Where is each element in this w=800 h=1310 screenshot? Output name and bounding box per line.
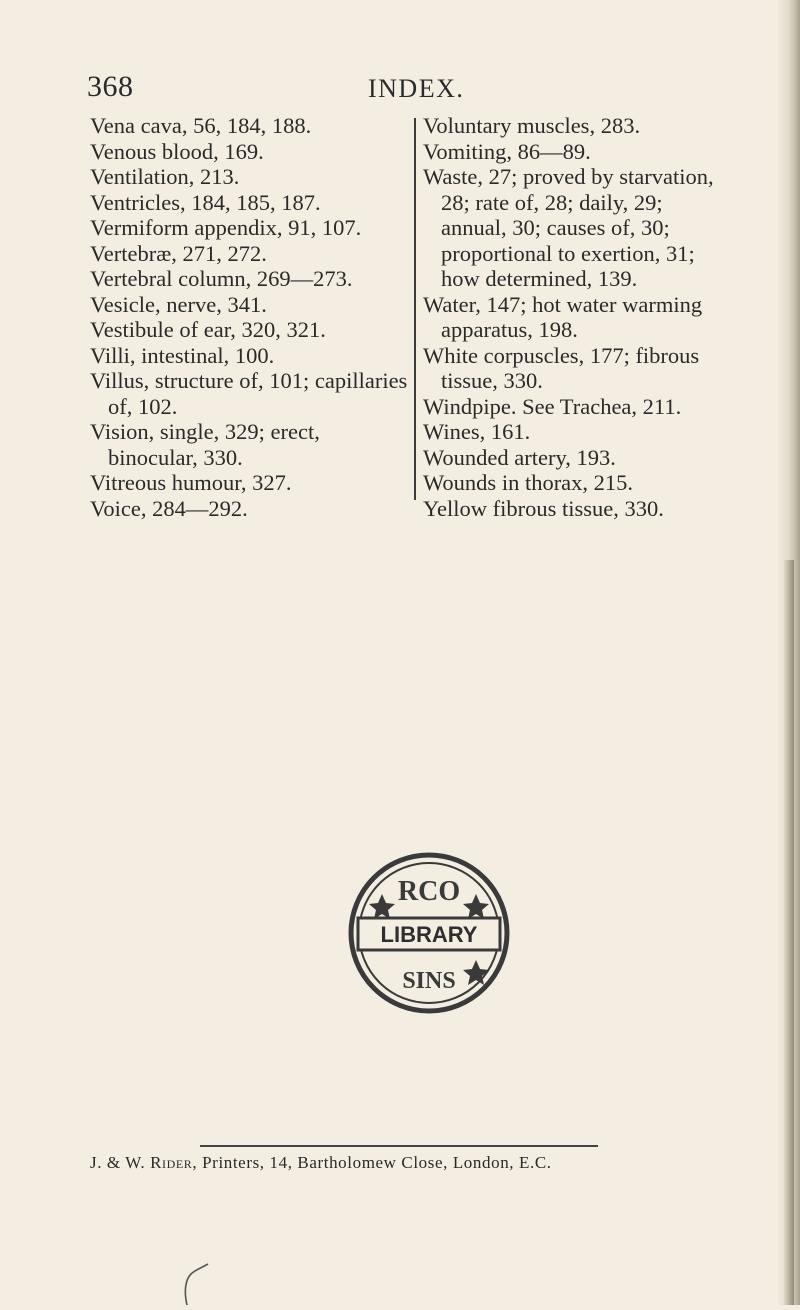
index-entry: Vena cava, 56, 184, 188. — [90, 113, 312, 138]
printer-imprint — [90, 1153, 552, 1173]
stamp-star-icon — [463, 894, 489, 919]
imprint-rule — [200, 1145, 598, 1147]
stamp-center-text: LIBRARY — [380, 922, 478, 947]
index-entry: Vestibule of ear, 320, 321. — [90, 317, 326, 342]
page-edge-binding — [784, 560, 794, 1305]
index-entry: Yellow fibrous tissue, 330. — [423, 495, 664, 521]
index-entry: Wounded artery, 193. — [423, 444, 616, 470]
library-stamp — [344, 848, 514, 1018]
index-entry: White corpuscles, 177; fibrous tissue, 330. — [423, 342, 700, 393]
index-entry: Vesicle, nerve, 341. — [90, 291, 267, 317]
index-entry: Voice, 284—292. — [90, 495, 248, 521]
imprint-printer-name: Rider — [150, 1153, 193, 1172]
running-head: INDEX. — [368, 74, 465, 103]
stamp-star-icon — [369, 894, 395, 919]
index-column-right — [423, 113, 723, 521]
index-entry: Vision, single, 329; erect, binocular, 330. — [90, 419, 320, 470]
imprint-rest: , Printers, 14, Bartholomew Close, London, E.C. — [192, 1153, 552, 1172]
imprint-lead: J. & W. — [90, 1153, 146, 1172]
index-entry: Vertebral column, 269—273. — [90, 266, 353, 291]
index-entry: Ventilation, 213. — [90, 164, 240, 189]
index-entry: Venous blood, 169. — [90, 138, 264, 164]
index-entry: Wounds in thorax, 215. — [423, 470, 634, 495]
index-column-left — [90, 113, 408, 521]
stamp-bottom-text: SINS — [402, 968, 456, 994]
index-entry: Voluntary muscles, 283. — [423, 113, 641, 138]
stamp-top-text: RCO — [397, 876, 461, 907]
index-entry: Ventricles, 184, 185, 187. — [90, 189, 321, 215]
stamp-star-icon — [463, 960, 489, 985]
index-entry: Villus, structure of, 101; capillaries of, 102. — [90, 368, 408, 419]
pencil-mark — [175, 1262, 215, 1305]
column-divider — [414, 118, 416, 500]
index-entry: Windpipe. See Trachea, 211. — [423, 393, 682, 419]
index-entry: Villi, intestinal, 100. — [90, 342, 275, 368]
index-entry: Vertebræ, 271, 272. — [90, 240, 267, 266]
page-number: 368 — [87, 70, 134, 103]
index-entry: Vitreous humour, 327. — [90, 470, 292, 495]
index-entry: Vermiform appendix, 91, 107. — [90, 215, 362, 240]
index-entry: Vomiting, 86—89. — [423, 138, 591, 164]
index-entry: Wines, 161. — [423, 419, 531, 444]
index-entry: Water, 147; hot water warming apparatus, 198. — [423, 291, 703, 342]
index-entry: Waste, 27; proved by starvation, 28; rate of, 28; daily, 29; annual, 30; causes of, 30; proportional to exertion, 31; how determined, 139. — [423, 164, 714, 291]
